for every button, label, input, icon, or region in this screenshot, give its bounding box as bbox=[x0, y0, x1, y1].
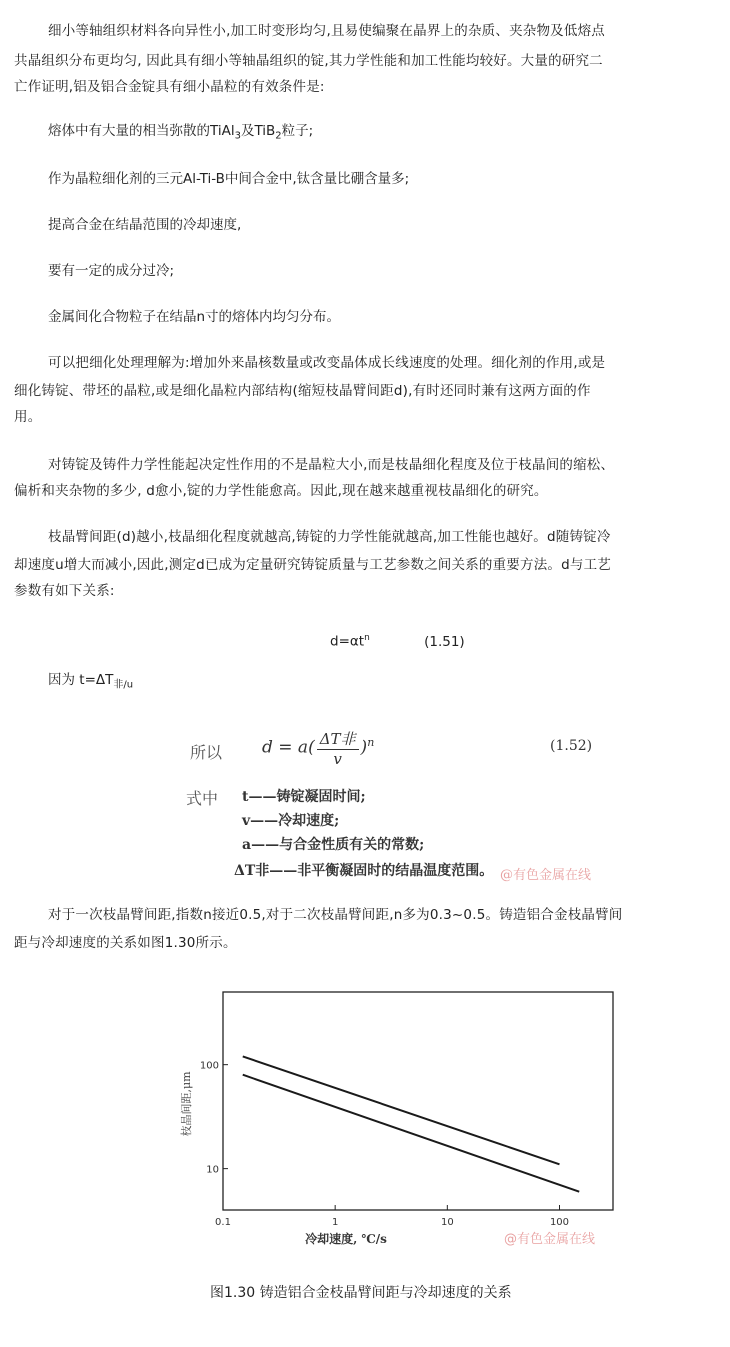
shizhong-label: 式中 bbox=[186, 789, 219, 808]
series-line-lower bbox=[243, 1075, 579, 1192]
definition-t: t——铸锭凝固时间; bbox=[242, 789, 366, 805]
figure-caption: 图1.30 铸造铝合金枝晶臂间距与冷却速度的关系 bbox=[210, 1285, 512, 1301]
definition-v: v——冷却速度; bbox=[242, 813, 340, 829]
definition-delta-t: ΔT非——非平衡凝固时的结晶温度范围。 bbox=[234, 863, 494, 879]
equation-number: (1.51) bbox=[424, 633, 465, 650]
because-line: 因为 $t=\Delta T_{非/u}$ bbox=[48, 672, 134, 691]
series-lines bbox=[243, 1056, 579, 1191]
condition-item-4: 要有一定的成分过冷; bbox=[48, 263, 175, 279]
definition-a: a——与合金性质有关的常数; bbox=[242, 837, 425, 853]
scanned-formula-block bbox=[180, 718, 640, 888]
paragraph-4-line-1: 枝晶臂间距(d)越小,枝晶细化程度就越高,铸锭的力学性能就越高,加工性能也越好。d随铸锭冷 bbox=[48, 529, 611, 545]
paragraph-4-line-3: 参数有如下关系: bbox=[14, 583, 115, 599]
paragraph-5-line-2: 距与冷却速度的关系如图1.30所示。 bbox=[14, 935, 237, 951]
paragraph-2-line-1: 可以把细化处理理解为:增加外来晶核数量或改变晶体成长线速度的处理。细化剂的作用,或是 bbox=[48, 355, 606, 371]
y-tick-label: 10 bbox=[206, 1164, 219, 1176]
chart-watermark: @有色金属在线 bbox=[504, 1232, 596, 1247]
y-tick-label: 100 bbox=[199, 1060, 219, 1072]
paragraph-3-line-2: 偏析和夹杂物的多少, d愈小,锭的力学性能愈高。因此,现在越来越重视枝晶细化的研究。 bbox=[14, 483, 548, 499]
x-tick-label: 10 bbox=[440, 1217, 454, 1228]
condition-item-2: 作为晶粒细化剂的三元Al-Ti-B中间合金中,钛含量比硼含量多; bbox=[48, 171, 410, 187]
equation-1-51: $d=\alpha t^n$ (1.51) bbox=[330, 633, 465, 650]
suoyi-label: 所以 bbox=[190, 743, 223, 762]
condition-item-5: 金属间化合物粒子在结晶n寸的熔体内均匀分布。 bbox=[48, 309, 341, 325]
paragraph-1-line-3: 亡作证明,铝及铝合金锭具有细小晶粒的有效条件是: bbox=[14, 79, 325, 95]
paragraph-4-line-2: 却速度u增大而减小,因此,测定d已成为定量研究铸锭质量与工艺参数之间关系的重要方法。d与工艺 bbox=[14, 557, 611, 573]
equation-number-1-52: (1.52) bbox=[550, 738, 593, 754]
paragraph-2-line-3: 用。 bbox=[14, 409, 42, 425]
x-tick-label: 1 bbox=[331, 1217, 339, 1228]
cooling-rate-chart bbox=[178, 980, 618, 1250]
paragraph-2-line-2: 细化铸锭、带坯的晶粒,或是细化晶粒内部结构(缩短枝晶臂间距d),有时还同时兼有这两方面的作 bbox=[14, 383, 591, 399]
series-line-upper bbox=[243, 1056, 560, 1164]
condition-item-1: 熔体中有大量的相当弥散的TiAl$_3$及TiB$_2$粒子; bbox=[48, 123, 314, 142]
formula-1-52: d = a( ΔT非 v )$^n$ bbox=[262, 730, 375, 768]
x-axis-label: 冷却速度, ℃/s bbox=[305, 1232, 387, 1246]
paragraph-3-line-1: 对铸锭及铸件力学性能起决定性作用的不是晶粒大小,而是枝晶细化程度及位于枝晶间的缩松、 bbox=[48, 457, 615, 473]
condition-item-3: 提高合金在结晶范围的冷却速度, bbox=[48, 217, 242, 233]
paragraph-5-line-1: 对于一次枝晶臂间距,指数n接近0.5,对于二次枝晶臂间距,n多为0.3~0.5。铸造铝合金枝晶臂间 bbox=[48, 907, 623, 923]
watermark: @有色金属在线 bbox=[500, 868, 592, 883]
x-tick-label: 100 bbox=[549, 1217, 570, 1228]
x-tick-label: 0.1 bbox=[215, 1217, 231, 1228]
plot-frame bbox=[223, 992, 613, 1210]
x-ticks bbox=[215, 1205, 569, 1228]
paragraph-1-line-1: 细小等轴组织材料各向异性小,加工时变形均匀,且易使编聚在晶界上的杂质、夹杂物及低熔点 bbox=[48, 23, 605, 39]
paragraph-1-line-2: 共晶组织分布更均匀, 因此具有细小等轴晶组织的锭,其力学性能和加工性能均较好。大量的研究二 bbox=[14, 53, 603, 69]
y-axis-label: 枝晶间距,μm bbox=[180, 1071, 193, 1137]
y-ticks bbox=[200, 1061, 228, 1176]
